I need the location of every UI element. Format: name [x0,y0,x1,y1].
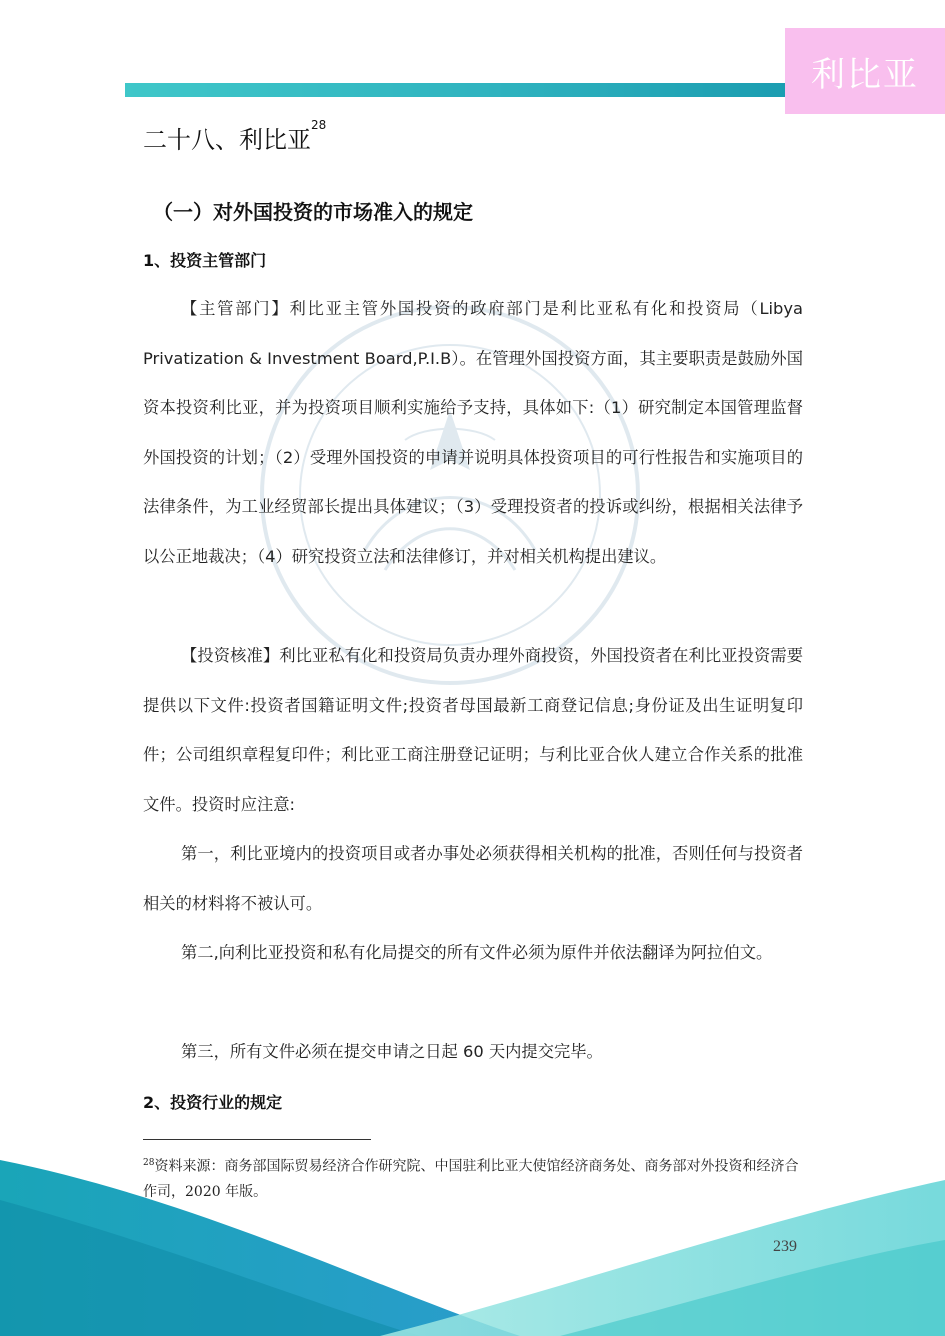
chapter-title-text: 二十八、利比亚 [143,126,311,154]
paragraph-note-first: 第一，利比亚境内的投资项目或者办事处必须获得相关机构的批准，否则任何与投资者相关的材料将不被认可。 [143,844,803,913]
footnote [143,1151,803,1205]
paragraph-note-second: 第二,向利比亚投资和私有化局提交的所有文件必须为原件并依法翻译为阿拉伯文。 [181,943,773,962]
header-accent-bar [125,83,800,97]
country-tab [785,28,945,114]
page-number: 239 [773,1238,797,1255]
chapter-title [143,120,326,155]
country-tab-label: 利比亚 [811,54,919,95]
paragraph-authority: 【主管部门】利比亚主管外国投资的政府部门是利比亚私有化和投资局（Libya Privatization & Investment Board,P.I.B）。在管理外国投资方面，其主要职责是鼓励外国资本投资利比亚，并为投资项目顺利实施给予支持，具体如下:（1）研究制定本国管理监督外国投资的计划；（2）受理外国投资的申请并说明具体投资项目的可行性报告和实施项目的法律条件，为工业经贸部长提出具体建议；（3）受理投资者的投诉或纠纷，根据相关法律予以公正地裁决；（4）研究投资立法和法律修订，并对相关机构提出建议。 [143,299,803,566]
footnote-divider [143,1139,371,1140]
footnote-marker: 28 [143,1158,155,1168]
subsection-title-1: 1、投资主管部门 [143,251,267,270]
paragraph-note-third: 第三，所有文件必须在提交申请之日起 60 天内提交完毕。 [181,1042,603,1061]
paragraph-approval: 【投资核准】利比亚私有化和投资局负责办理外商投资，外国投资者在利比亚投资需要提供以下文件:投资者国籍证明文件;投资者母国最新工商登记信息;身份证及出生证明复印件；公司组织章程复印件；利比亚工商注册登记证明；与利比亚合伙人建立合作关系的批准文件。投资时应注意: [143,646,803,814]
chapter-footnote-ref: 28 [311,118,327,132]
footnote-text: 资料来源：商务部国际贸易经济合作研究院、中国驻利比亚大使馆经济商务处、商务部对外投资和经济合作司，2020 年版。 [143,1158,799,1200]
subsection-title-2: 2、投资行业的规定 [143,1093,283,1112]
section-title: （一）对外国投资的市场准入的规定 [153,200,473,224]
